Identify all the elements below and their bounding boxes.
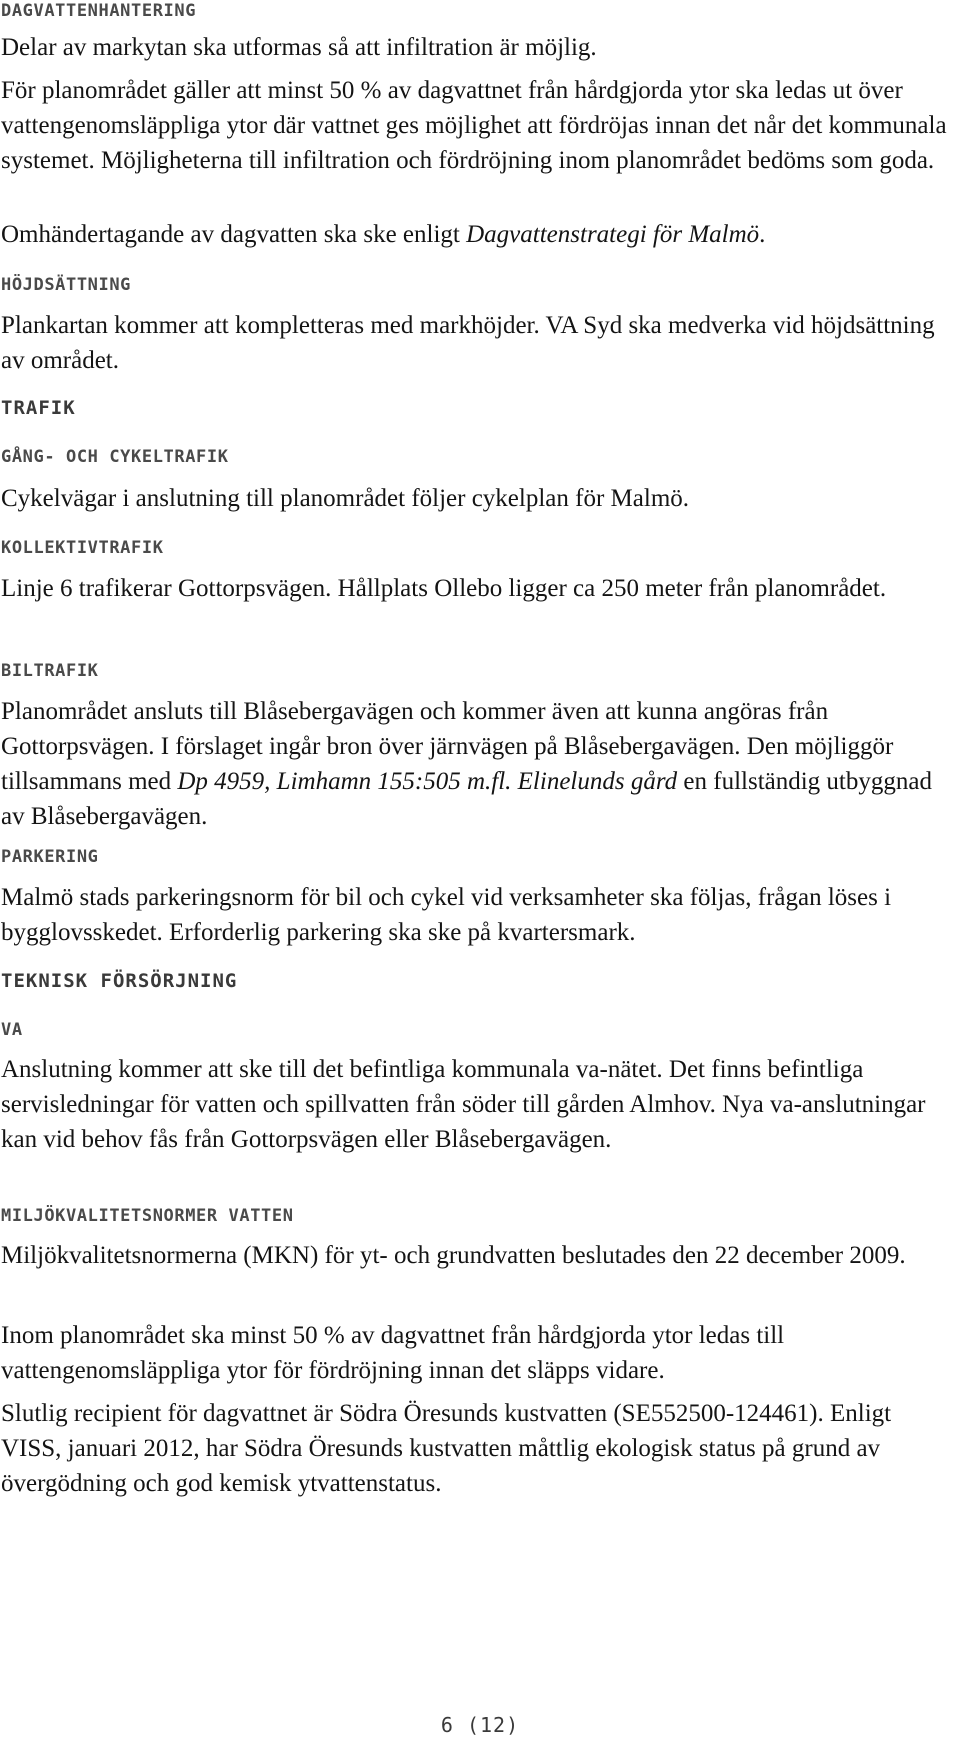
paragraph-linje-6: Linje 6 trafikerar Gottorpsvägen. Hållplats Ollebo ligger ca 250 meter från planområdet. bbox=[1, 575, 887, 602]
heading-hojdsattning: HÖJDSÄTTNING bbox=[1, 275, 132, 295]
detailplan-reference: Dp 4959, Limhamn 155:505 m.fl. Elinelunds gård bbox=[177, 768, 678, 795]
paragraph-markhojder: Plankartan kommer att kompletteras med markhöjder. VA Syd ska medverka vid höjdsättning av området. bbox=[1, 312, 935, 374]
text-segment: . bbox=[759, 221, 766, 248]
heading-trafik: TRAFIK bbox=[1, 397, 76, 419]
heading-teknisk-forsorjning: TEKNISK FÖRSÖRJNING bbox=[1, 970, 238, 992]
text-segment: en fullständig utbyggnad av Blåsebergavägen. bbox=[1, 768, 932, 830]
paragraph-fordrojning: För planområdet gäller att minst 50 % av dagvattnet från hårdgjorda ytor ska ledas ut över vattengenomsläppliga ytor där vattnet ges möjlighet att fördröjas innan det når det kommunala systemet. Möjligheterna till infiltration och fördröjning inom planområdet bedöms som goda. bbox=[1, 77, 947, 174]
paragraph-parkeringsnorm: Malmö stads parkeringsnorm för bil och cykel vid verksamheter ska följas, frågan löses i bygglovsskedet. Erforderlig parkering ska ske på kvartersmark. bbox=[1, 884, 892, 946]
heading-gang-cykeltrafik: GÅNG- OCH CYKELTRAFIK bbox=[1, 447, 229, 467]
paragraph-dagvattenstrategi bbox=[1, 217, 951, 252]
paragraph-va-anslutning: Anslutning kommer att ske till det befintliga kommunala va-nätet. Det finns befintliga servisledningar för vatten och spillvatten från söder till gården Almhov. Nya va-anslutningar kan vid behov fås från Gottorpsvägen eller Blåsebergavägen. bbox=[1, 1056, 926, 1153]
text-segment: Planområdet ansluts till Blåsebergavägen och kommer även att kunna angöras från Gottorpsvägen. I förslaget ingår bron över järnvägen på Blåsebergavägen. Den möjliggör tillsammans med bbox=[1, 698, 894, 795]
heading-dagvattenhantering: DAGVATTENHANTERING bbox=[1, 1, 197, 21]
heading-biltrafik: BILTRAFIK bbox=[1, 661, 99, 681]
heading-miljokvalitetsnormer: MILJÖKVALITETSNORMER VATTEN bbox=[1, 1206, 294, 1226]
paragraph-recipient: Slutlig recipient för dagvattnet är Södra Öresunds kustvatten (SE552500-124461). Enligt VISS, januari 2012, har Södra Öresunds kustvatten måttlig ekologisk status på grund av övergödning och god kemisk ytvattenstatus. bbox=[1, 1400, 892, 1497]
heading-kollektivtrafik: KOLLEKTIVTRAFIK bbox=[1, 538, 164, 558]
text-segment: Omhändertagande av dagvatten ska ske enligt bbox=[1, 221, 467, 248]
paragraph-mkn-beslut: Miljökvalitetsnormerna (MKN) för yt- och grundvatten beslutades den 22 december 2009. bbox=[1, 1242, 906, 1269]
page-number: 6 (12) bbox=[440, 1713, 520, 1737]
document-reference: Dagvattenstrategi för Malmö bbox=[466, 221, 760, 248]
paragraph-cykelvagar: Cykelvägar i anslutning till planområdet följer cykelplan för Malmö. bbox=[1, 485, 690, 512]
heading-va: VA bbox=[1, 1020, 23, 1040]
heading-parkering: PARKERING bbox=[1, 847, 99, 867]
paragraph-infiltration: Delar av markytan ska utformas så att infiltration är möjlig. bbox=[1, 34, 597, 61]
paragraph-fordrojning-dagvatten: Inom planområdet ska minst 50 % av dagvattnet från hårdgjorda ytor ledas till vattengenomsläppliga ytor för fördröjning innan det släpps vidare. bbox=[1, 1322, 785, 1384]
paragraph-blasebergavagen bbox=[1, 694, 951, 834]
